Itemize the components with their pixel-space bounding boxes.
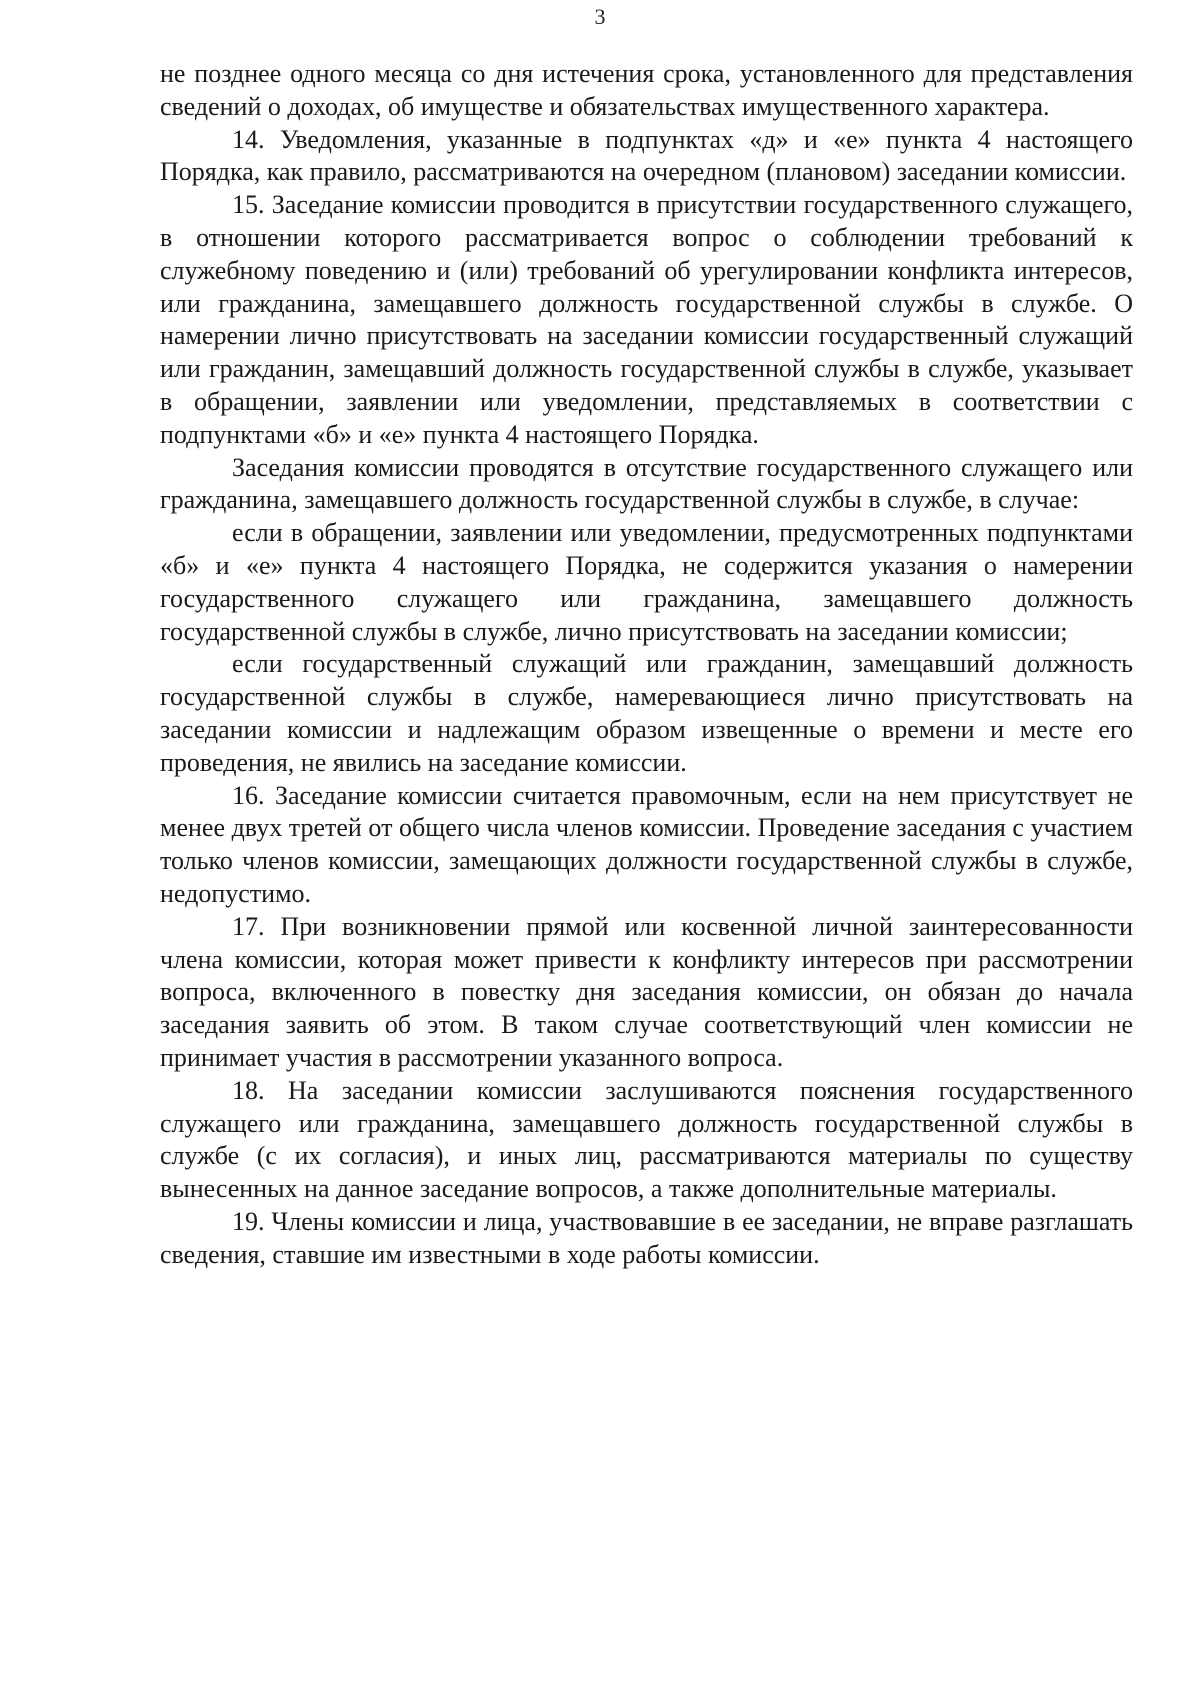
paragraph-18: 18. На заседании комиссии заслушиваются пояснения государственного служащего или гражданина, замещавшего должность государственной службы в службе (с их согласия), и иных лиц, рассматриваются материалы по существу вынесенных на данное заседание вопросов, а также дополнительные материалы. [160,1075,1133,1204]
paragraph-17: 17. При возникновении прямой или косвенной личной заинтересованности члена комиссии, которая может привести к конфликту интересов при рассмотрении вопроса, включенного в повестку дня заседания комиссии, он обязан до начала заседания заявить об этом. В таком случае соответствующий член комиссии не принимает участия в рассмотрении указанного вопроса. [160,911,1133,1072]
paragraph-14: 14. Уведомления, указанные в подпунктах «д» и «е» пункта 4 настоящего Порядка, как правило, рассматриваются на очередном (плановом) заседании комиссии. [160,124,1133,187]
paragraph-15-case-1: если в обращении, заявлении или уведомлении, предусмотренных подпунктами «б» и «е» пункта 4 настоящего Порядка, не содержится указания о намерении государственного служащего или гражданина, замещавшего должность государственной службы в службе, лично присутствовать на заседании комиссии; [160,518,1133,646]
page-number: 3 [594,4,606,29]
paragraph-15: 15. Заседание комиссии проводится в присутствии государственного служащего, в отношении которого рассматривается вопрос о соблюдении требований к служебному поведению и (или) требований об урегулировании конфликта интересов, или гражданина, замещавшего должность государственной службы в службе. О намерении лично присутствовать на заседании комиссии государственный служащий или гражданин, замещавший должность государственной службы в службе, указывает в обращении, заявлении или уведомлении, представляемых в соответствии с подпунктами «б» и «е» пункта 4 настоящего Порядка. [160,190,1133,449]
paragraph-15-case-2: если государственный служащий или гражданин, замещавший должность государственной службы в службе, намеревающиеся лично присутствовать на заседании комиссии и надлежащим образом извещенные о времени и месте его проведения, не явились на заседание комиссии. [160,649,1133,777]
document-body [160,58,1133,1271]
paragraph-15-absence: Заседания комиссии проводятся в отсутствие государственного служащего или гражданина, замещавшего должность государственной службы в службе, в случае: [160,452,1133,515]
paragraph-16: 16. Заседание комиссии считается правомочным, если на нем присутствует не менее двух третей от общего числа членов комиссии. Проведение заседания с участием только членов комиссии, замещающих должности государственной службы в службе, недопустимо. [160,780,1133,908]
paragraph-19: 19. Члены комиссии и лица, участвовавшие в ее заседании, не вправе разглашать сведения, ставшие им известными в ходе работы комиссии. [160,1206,1133,1269]
paragraph-continuation: не позднее одного месяца со дня истечения срока, установленного для представления сведений о доходах, об имуществе и обязательствах имущественного характера. [160,59,1133,121]
